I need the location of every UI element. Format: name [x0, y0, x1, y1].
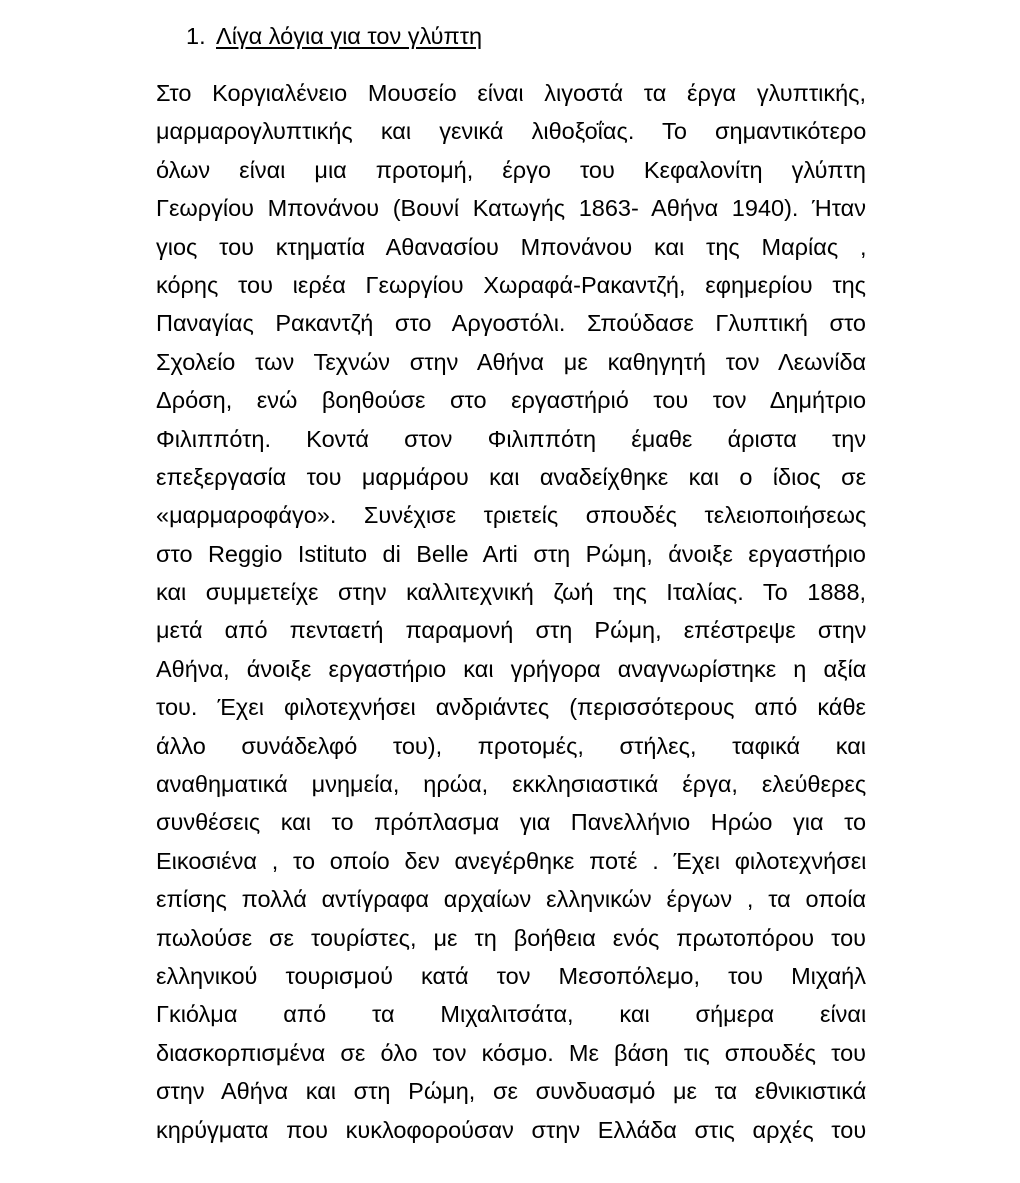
paragraph-line: Δρόση, ενώ βοηθούσε στο εργαστήριό του τον Δημήτριο	[156, 387, 866, 414]
body-paragraph	[156, 74, 866, 1149]
paragraph-line: μετά από πενταετή παραμονή στη Ρώμη, επέστρεψε στην	[156, 617, 866, 644]
paragraph-line: στο Reggio Istituto di Belle Arti στη Ρώμη, άνοιξε εργαστήριο	[156, 540, 866, 567]
paragraph-line: επίσης πολλά αντίγραφα αρχαίων ελληνικών έργων , τα οποία	[156, 886, 866, 913]
section-title: Λίγα λόγια για τον γλύπτη	[216, 23, 483, 49]
paragraph-line: ελληνικού τουρισμού κατά τον Μεσοπόλεμο, του Μιχαήλ	[156, 962, 866, 989]
paragraph-line: «μαρμαροφάγο». Συνέχισε τριετείς σπουδές τελειοποιήσεως	[156, 502, 866, 529]
paragraph-line: Γκιόλμα από τα Μιχαλιτσάτα, και σήμερα είναι	[156, 1001, 866, 1028]
section-number: 1.	[186, 23, 206, 49]
paragraph-line: Σχολείο των Τεχνών στην Αθήνα με καθηγητή τον Λεωνίδα	[156, 348, 866, 375]
section-heading	[186, 20, 482, 52]
paragraph-line: κηρύγματα που κυκλοφορούσαν στην Ελλάδα στις αρχές του	[156, 1116, 866, 1143]
paragraph-line: διασκορπισμένα σε όλο τον κόσμο. Με βάση τις σπουδές του	[156, 1039, 866, 1066]
paragraph-line: Αθήνα, άνοιξε εργαστήριο και γρήγορα αναγνωρίστηκε η αξία	[156, 655, 866, 682]
paragraph-line: στην Αθήνα και στη Ρώμη, σε συνδυασμό με τα εθνικιστικά	[156, 1078, 866, 1105]
paragraph-line: Γεωργίου Μπονάνου (Βουνί Κατωγής 1863- Αθήνα 1940). Ήταν	[156, 195, 866, 222]
paragraph-line: άλλο συνάδελφό του), προτομές, στήλες, ταφικά και	[156, 732, 866, 759]
paragraph-line: γιος του κτηματία Αθανασίου Μπονάνου και της Μαρίας ,	[156, 233, 866, 260]
paragraph-line: κόρης του ιερέα Γεωργίου Χωραφά-Ρακαντζή, εφημερίου της	[156, 271, 866, 298]
paragraph-line: συνθέσεις και το πρόπλασμα για Πανελλήνιο Ηρώο για το	[156, 809, 866, 836]
paragraph-line: Παναγίας Ρακαντζή στο Αργοστόλι. Σπούδασε Γλυπτική στο	[156, 310, 866, 337]
paragraph-line: Στο Κοργιαλένειο Μουσείο είναι λιγοστά τα έργα γλυπτικής,	[156, 80, 866, 106]
paragraph-line: Εικοσιένα , το οποίο δεν ανεγέρθηκε ποτέ . Έχει φιλοτεχνήσει	[156, 847, 866, 874]
paragraph-line: του. Έχει φιλοτεχνήσει ανδριάντες (περισσότερους από κάθε	[156, 694, 866, 721]
paragraph-line: Φιλιππότη. Κοντά στον Φιλιππότη έμαθε άριστα την	[156, 425, 866, 452]
paragraph-line: και συμμετείχε στην καλλιτεχνική ζωή της Ιταλίας. Το 1888,	[156, 579, 866, 606]
paragraph-line: μαρμαρογλυπτικής και γενικά λιθοξοΐας. Το σημαντικότερο	[156, 118, 866, 145]
paragraph-line: επεξεργασία του μαρμάρου και αναδείχθηκε και ο ίδιος σε	[156, 463, 866, 490]
paragraph-line: όλων είναι μια προτομή, έργο του Κεφαλονίτη γλύπτη	[156, 156, 866, 183]
paragraph-line: πωλούσε σε τουρίστες, με τη βοήθεια ενός πρωτοπόρου του	[156, 924, 866, 951]
paragraph-line: αναθηματικά μνημεία, ηρώα, εκκλησιαστικά έργα, ελεύθερες	[156, 771, 866, 798]
